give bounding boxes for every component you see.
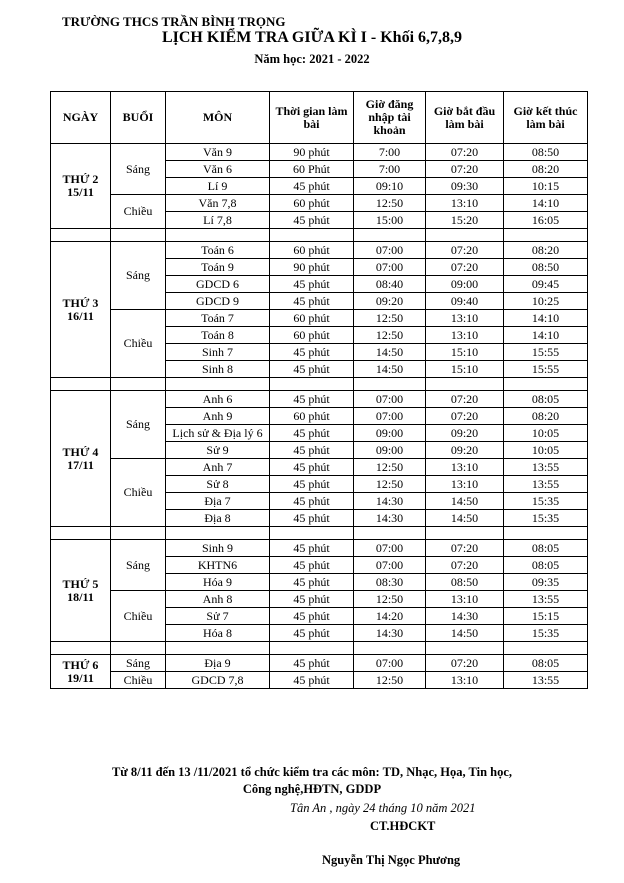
start-time-cell: 13:10 [426,195,504,212]
end-time-cell: 14:10 [504,310,588,327]
subject-cell: Toán 8 [166,327,270,344]
login-time-cell: 07:00 [354,408,426,425]
start-time-cell: 07:20 [426,161,504,178]
table-row [51,672,588,689]
subject-cell: GDCD 9 [166,293,270,310]
end-time-cell: 13:55 [504,459,588,476]
school-year: Năm học: 2021 - 2022 [254,52,370,66]
session-cell: Chiều [111,459,166,527]
empty-cell [111,642,166,655]
session-cell: Sáng [111,391,166,459]
spacer-row [51,229,588,242]
col-header-start-time: Giờ bắt đầu làm bài [426,92,504,144]
start-time-cell: 07:20 [426,655,504,672]
empty-cell [426,378,504,391]
exam-schedule-table [50,91,588,689]
login-time-cell: 09:10 [354,178,426,195]
session-cell: Chiều [111,195,166,229]
login-time-cell: 08:40 [354,276,426,293]
subject-cell: GDCD 6 [166,276,270,293]
end-time-cell: 10:15 [504,178,588,195]
duration-cell: 60 phút [270,195,354,212]
subject-cell: GDCD 7,8 [166,672,270,689]
duration-cell: 45 phút [270,510,354,527]
start-time-cell: 09:00 [426,276,504,293]
login-time-cell: 14:30 [354,510,426,527]
end-time-cell: 08:50 [504,259,588,276]
empty-cell [51,229,111,242]
subject-cell: Anh 8 [166,591,270,608]
start-time-cell: 07:20 [426,144,504,161]
end-time-cell: 08:20 [504,161,588,178]
table-row [51,540,588,557]
end-time-cell: 10:25 [504,293,588,310]
empty-cell [504,527,588,540]
col-header-login-time: Giờ đăng nhập tài khoản [354,92,426,144]
empty-cell [504,229,588,242]
duration-cell: 45 phút [270,459,354,476]
end-time-cell: 15:35 [504,625,588,642]
start-time-cell: 13:10 [426,476,504,493]
end-time-cell: 08:05 [504,557,588,574]
empty-cell [354,527,426,540]
school-name: TRƯỜNG THCS TRẦN BÌNH TRỌNG [62,14,286,29]
start-time-cell: 07:20 [426,259,504,276]
start-time-cell: 07:20 [426,408,504,425]
duration-cell: 45 phút [270,425,354,442]
login-time-cell: 12:50 [354,459,426,476]
login-time-cell: 14:20 [354,608,426,625]
duration-cell: 45 phút [270,540,354,557]
login-time-cell: 07:00 [354,557,426,574]
table-row [51,459,588,476]
empty-cell [111,229,166,242]
day-cell: THỨ 3 16/11 [51,242,111,378]
table-row [51,655,588,672]
end-time-cell: 14:10 [504,195,588,212]
duration-cell: 45 phút [270,608,354,625]
document-title: LỊCH KIỂM TRA GIỮA KÌ I - Khối 6,7,8,9 [161,29,463,46]
empty-cell [354,378,426,391]
duration-cell: 60 Phút [270,161,354,178]
start-time-cell: 14:30 [426,608,504,625]
table-row [51,242,588,259]
end-time-cell: 13:55 [504,591,588,608]
subject-cell: Hóa 9 [166,574,270,591]
day-cell: THỨ 5 18/11 [51,540,111,642]
start-time-cell: 13:10 [426,672,504,689]
empty-cell [51,527,111,540]
table-body [51,144,588,689]
end-time-cell: 14:10 [504,327,588,344]
empty-cell [426,229,504,242]
subject-cell: Văn 6 [166,161,270,178]
end-time-cell: 15:35 [504,510,588,527]
empty-cell [270,642,354,655]
day-cell: THỨ 6 19/11 [51,655,111,689]
empty-cell [426,527,504,540]
subject-cell: Sinh 9 [166,540,270,557]
duration-cell: 45 phút [270,391,354,408]
col-header-day: NGÀY [51,92,111,144]
table-row [51,195,588,212]
login-time-cell: 14:50 [354,361,426,378]
end-time-cell: 08:05 [504,655,588,672]
end-time-cell: 15:55 [504,344,588,361]
day-cell: THỨ 2 15/11 [51,144,111,229]
spacer-row [51,378,588,391]
subject-cell: Lí 9 [166,178,270,195]
end-time-cell: 08:50 [504,144,588,161]
login-time-cell: 14:50 [354,344,426,361]
login-time-cell: 7:00 [354,161,426,178]
signing-organization: CT.HĐCKT [370,819,436,833]
start-time-cell: 15:20 [426,212,504,229]
subject-cell: KHTN6 [166,557,270,574]
start-time-cell: 13:10 [426,310,504,327]
end-time-cell: 09:35 [504,574,588,591]
start-time-cell: 07:20 [426,540,504,557]
end-time-cell: 09:45 [504,276,588,293]
start-time-cell: 14:50 [426,493,504,510]
duration-cell: 45 phút [270,212,354,229]
subject-cell: Anh 6 [166,391,270,408]
end-time-cell: 08:05 [504,540,588,557]
col-header-subject: MÔN [166,92,270,144]
col-header-session: BUỔI [111,92,166,144]
start-time-cell: 14:50 [426,510,504,527]
session-cell: Sáng [111,144,166,195]
end-time-cell: 13:55 [504,672,588,689]
col-header-end-time: Giờ kết thúc làm bài [504,92,588,144]
place-date: Tân An , ngày 24 tháng 10 năm 2021 [290,801,476,815]
duration-cell: 45 phút [270,361,354,378]
start-time-cell: 09:40 [426,293,504,310]
subject-cell: Sinh 8 [166,361,270,378]
login-time-cell: 12:50 [354,327,426,344]
login-time-cell: 14:30 [354,493,426,510]
table-row [51,391,588,408]
subject-cell: Địa 7 [166,493,270,510]
empty-cell [504,642,588,655]
login-time-cell: 7:00 [354,144,426,161]
empty-cell [270,527,354,540]
start-time-cell: 14:50 [426,625,504,642]
duration-cell: 60 phút [270,327,354,344]
start-time-cell: 07:20 [426,391,504,408]
start-time-cell: 07:20 [426,242,504,259]
login-time-cell: 07:00 [354,259,426,276]
login-time-cell: 12:50 [354,476,426,493]
session-cell: Chiều [111,591,166,642]
end-time-cell: 15:35 [504,493,588,510]
subject-cell: Toán 7 [166,310,270,327]
session-cell: Sáng [111,540,166,591]
duration-cell: 45 phút [270,625,354,642]
duration-cell: 45 phút [270,476,354,493]
empty-cell [270,229,354,242]
empty-cell [166,642,270,655]
login-time-cell: 09:00 [354,442,426,459]
subject-cell: Lịch sử & Địa lý 6 [166,425,270,442]
duration-cell: 45 phút [270,178,354,195]
start-time-cell: 15:10 [426,361,504,378]
table-row [51,144,588,161]
end-time-cell: 10:05 [504,425,588,442]
login-time-cell: 15:00 [354,212,426,229]
end-time-cell: 16:05 [504,212,588,229]
start-time-cell: 09:20 [426,442,504,459]
duration-cell: 45 phút [270,276,354,293]
login-time-cell: 08:30 [354,574,426,591]
start-time-cell: 09:20 [426,425,504,442]
subject-cell: Lí 7,8 [166,212,270,229]
other-subjects-note: Từ 8/11 đến 13 /11/2021 tổ chức kiểm tra các môn: TD, Nhạc, Họa, Tin học, [111,765,513,779]
header-row [51,92,588,144]
duration-cell: 90 phút [270,259,354,276]
table-row [51,591,588,608]
subject-cell: Địa 8 [166,510,270,527]
login-time-cell: 09:00 [354,425,426,442]
signer-name: Nguyễn Thị Ngọc Phương [322,853,461,867]
empty-cell [426,642,504,655]
empty-cell [504,378,588,391]
end-time-cell: 08:05 [504,391,588,408]
subject-cell: Địa 9 [166,655,270,672]
login-time-cell: 09:20 [354,293,426,310]
spacer-row [51,642,588,655]
start-time-cell: 13:10 [426,459,504,476]
duration-cell: 60 phút [270,408,354,425]
subject-cell: Sử 8 [166,476,270,493]
subject-cell: Văn 7,8 [166,195,270,212]
end-time-cell: 08:20 [504,408,588,425]
end-time-cell: 08:20 [504,242,588,259]
duration-cell: 45 phút [270,557,354,574]
start-time-cell: 09:30 [426,178,504,195]
subject-cell: Sử 9 [166,442,270,459]
end-time-cell: 10:05 [504,442,588,459]
subject-cell: Sử 7 [166,608,270,625]
empty-cell [166,378,270,391]
empty-cell [111,378,166,391]
subject-cell: Sinh 7 [166,344,270,361]
login-time-cell: 14:30 [354,625,426,642]
empty-cell [111,527,166,540]
col-header-duration: Thời gian làm bài [270,92,354,144]
login-time-cell: 07:00 [354,540,426,557]
login-time-cell: 07:00 [354,242,426,259]
empty-cell [270,378,354,391]
start-time-cell: 07:20 [426,557,504,574]
subject-cell: Anh 9 [166,408,270,425]
start-time-cell: 13:10 [426,591,504,608]
duration-cell: 45 phút [270,574,354,591]
empty-cell [166,229,270,242]
login-time-cell: 12:50 [354,195,426,212]
duration-cell: 45 phút [270,591,354,608]
subject-cell: Hóa 8 [166,625,270,642]
end-time-cell: 13:55 [504,476,588,493]
subject-cell: Toán 9 [166,259,270,276]
login-time-cell: 07:00 [354,391,426,408]
duration-cell: 60 phút [270,242,354,259]
empty-cell [354,642,426,655]
empty-cell [51,378,111,391]
duration-cell: 90 phút [270,144,354,161]
duration-cell: 45 phút [270,493,354,510]
login-time-cell: 07:00 [354,655,426,672]
session-cell: Chiều [111,310,166,378]
end-time-cell: 15:15 [504,608,588,625]
end-time-cell: 15:55 [504,361,588,378]
duration-cell: 45 phút [270,672,354,689]
login-time-cell: 12:50 [354,672,426,689]
login-time-cell: 12:50 [354,310,426,327]
day-cell: THỨ 4 17/11 [51,391,111,527]
duration-cell: 45 phút [270,655,354,672]
table-row [51,310,588,327]
subject-cell: Anh 7 [166,459,270,476]
duration-cell: 45 phút [270,293,354,310]
start-time-cell: 15:10 [426,344,504,361]
spacer-row [51,527,588,540]
session-cell: Sáng [111,655,166,672]
subject-cell: Toán 6 [166,242,270,259]
other-subjects-note-cont: Công nghệ,HĐTN, GDDP [242,782,382,796]
empty-cell [51,642,111,655]
duration-cell: 45 phút [270,344,354,361]
login-time-cell: 12:50 [354,591,426,608]
empty-cell [354,229,426,242]
empty-cell [166,527,270,540]
duration-cell: 45 phút [270,442,354,459]
subject-cell: Văn 9 [166,144,270,161]
start-time-cell: 08:50 [426,574,504,591]
start-time-cell: 13:10 [426,327,504,344]
session-cell: Sáng [111,242,166,310]
session-cell: Chiều [111,672,166,689]
duration-cell: 60 phút [270,310,354,327]
